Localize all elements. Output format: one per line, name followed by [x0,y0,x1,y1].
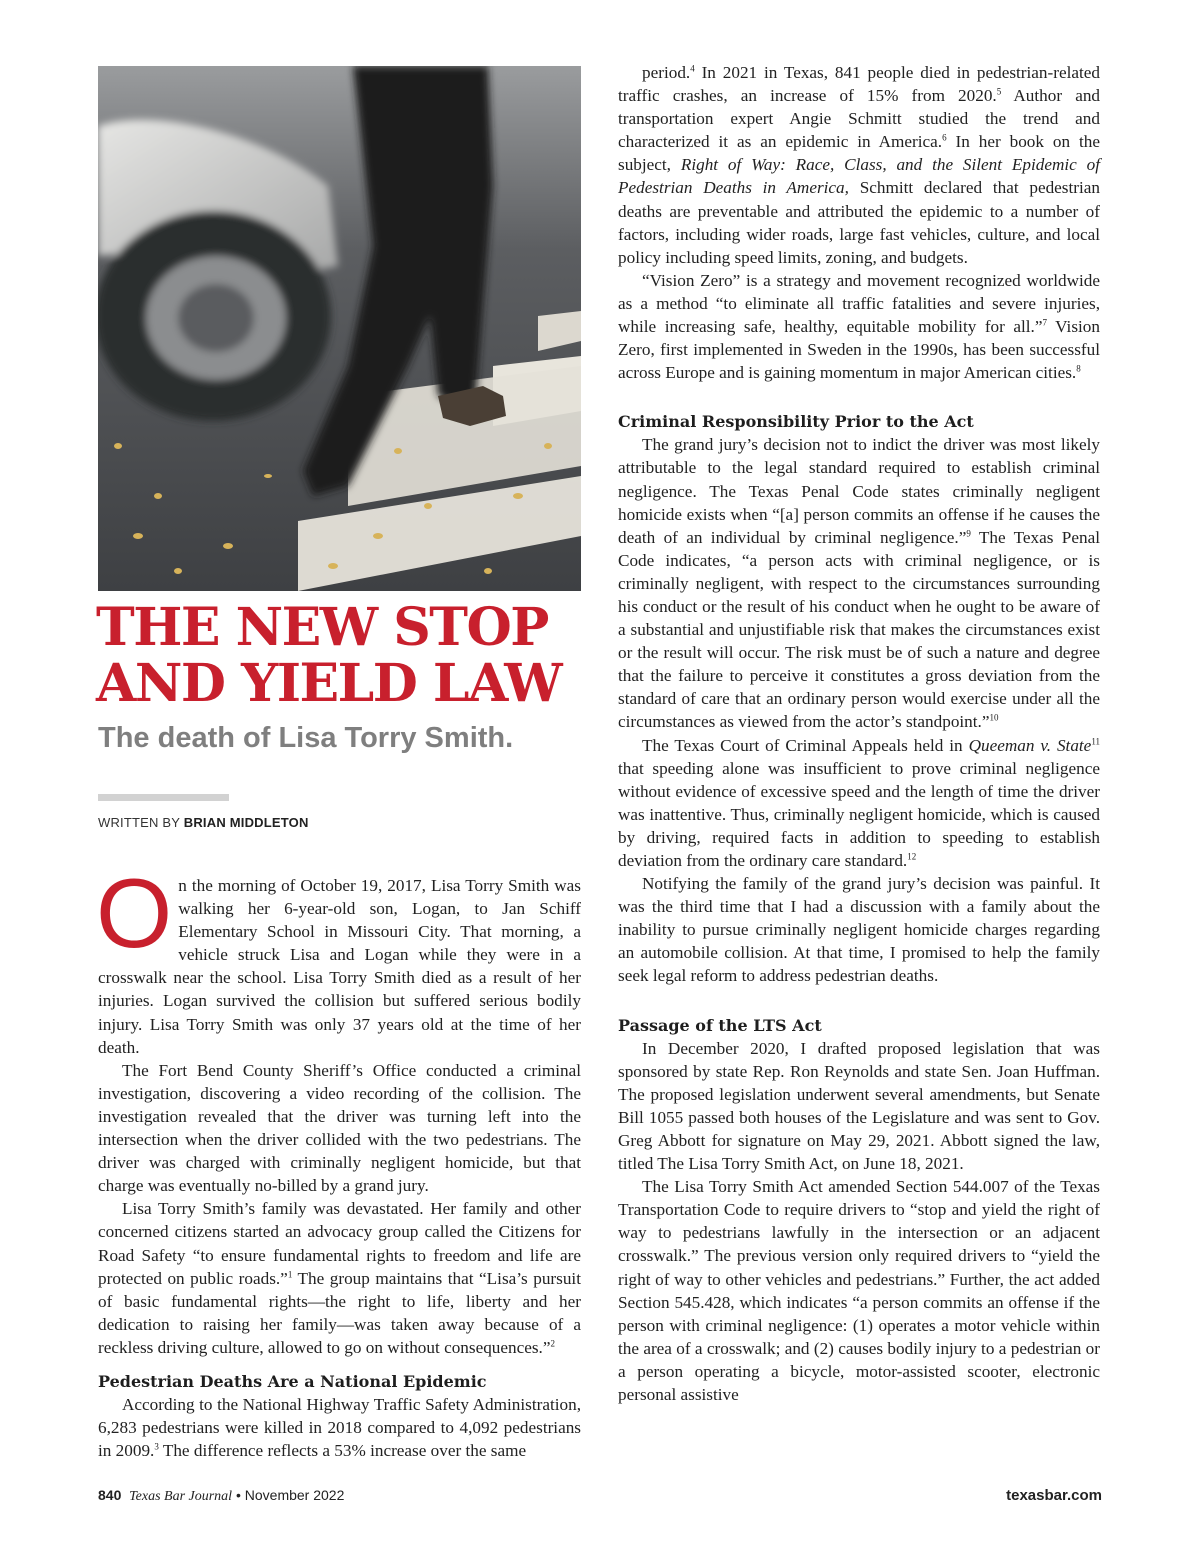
footnote-ref: 2 [550,1338,555,1349]
footnote-ref: 4 [690,63,695,74]
website-link[interactable]: texasbar.com [1006,1487,1102,1504]
paragraph-text: The group maintains that “Lisa’s pursuit of basic fundamental rights—the right to life, liberty and her dedication to raising her family—was taken away because of a reckless driving culture, allowed to go on without consequences.” [98,1268,581,1357]
footer-left [98,1487,344,1505]
paragraph-text: Lisa Torry Smith’s family was devastated. Her family and other concerned citizens started an advocacy group called the Citizens for Road Safety “to ensure fundamental rights to freedom and life are protected on public roads.” [98,1199,581,1288]
journal-name: Texas Bar Journal [129,1489,233,1504]
section-heading: Passage of the LTS Act [618,1015,822,1035]
divider-rule [98,794,229,801]
paragraph [618,61,1100,269]
paragraph [96,858,581,1059]
footnote-ref: 11 [1091,735,1100,746]
byline [98,815,309,830]
paragraph-text: n the morning of October 19, 2017, Lisa Torry Smith was walking her 6-year-old son, Logan, to Jan Schiff Elementary School in Missouri City. That morning, a vehicle struck Lisa and Logan while they were in a crosswalk near the school. Lisa Torry Smith died as a result of her injuries. Logan survived the collision but suffered serious bodily injury. Lisa Torry Smith was only 37 years old at the time of her death. [98,876,581,1057]
paragraph: The Fort Bend County Sheriff’s Office conducted a criminal investigation, discovering a video recording of the collision. The investigation revealed that the driver was turning left into the intersection when the driver collided with the two pedestrians. The driver was charged with criminally negligent homicide, but that charge was eventually no-billed by a grand jury. [98,1060,581,1196]
paragraph-text: In 2021 in Texas, 841 people died in pedestrian-related traffic crashes, an increase of 15% from 2020. [618,63,1100,106]
paragraph-text: The difference reflects a 53% increase over the same [158,1441,527,1461]
footer-separator: • [235,1487,241,1503]
title-line-2: AND YIELD LAW [96,653,562,714]
article-photo [98,66,581,591]
byline-prefix: WRITTEN BY [98,815,180,830]
page-footer [98,1487,1102,1507]
page-number: 840 [98,1487,122,1503]
paragraph-text: According to the National Highway Traffic Safety Administration, 6,283 pedestrians were killed in 2018 compared to 4,092 pedestrians in 2009. [98,1394,581,1461]
paragraph-text: that speeding alone was insufficient to prove criminal negligence without evidence of excessive speed and the length of time the driver was inattentive. Thus, criminally negligent homicide, which is caused by driving, required facts in addition to speeding to establish deviation from the ordinary care standard. [618,758,1100,870]
footnote-ref: 5 [996,86,1002,97]
article-title [96,597,596,714]
paragraph [98,1197,581,1359]
paragraph: Notifying the family of the grand jury’s decision was painful. It was the third time that I had a discussion with a family about the inability to pursue criminally negligent homicide charges regarding an automobile collision. At that time, I promised to help the family seek legal reform to address pedestrian deaths. [618,874,1100,986]
footnote-ref: 10 [989,712,999,723]
footnote-ref: 1 [287,1268,293,1279]
paragraph: The Lisa Torry Smith Act amended Section 544.007 of the Texas Transportation Code to require drivers to “stop and yield the right of way to pedestrians lawfully in the intersection or an adjacent crosswalk.” The previous version only required drivers to “yield the right of way to other vehicles and pedestrians.” Further, the act added Section 545.428, which indicates “a person commits an offense if the person with criminal negligence: (1) operates a motor vehicle within the area of a crosswalk; and (2) causes bodily injury to a pedestrian or a person operating a bicycle, motor-assisted scooter, electronic personal assistive [618,1177,1100,1404]
section-heading: Pedestrian Deaths Are a National Epidemic [98,1371,487,1391]
footnote-ref: 8 [1076,363,1081,374]
title-line-1: THE NEW STOP [96,597,548,658]
paragraph: In December 2020, I drafted proposed legislation that was sponsored by state Rep. Ron Reynolds and state Sen. Joan Huffman. The proposed legislation underwent several amendments, but Senate Bill 1055 passed both houses of the Legislature and was sent to Gov. Greg Abbott for signature on May 29, 2021. Abbott signed the law, titled The Lisa Torry Smith Act, on June 18, 2021. [618,1038,1100,1174]
issue-date: November 2022 [244,1487,345,1503]
paragraph [618,269,1100,384]
paragraph-text: period. [642,63,691,82]
article-subtitle: The death of Lisa Torry Smith. [98,722,514,754]
paragraph-text: Vision Zero, first implemented in Sweden in the 1990s, has been successful across Europe and is gaining momentum in major American cities. [618,317,1100,383]
footnote-ref: 7 [1042,317,1047,328]
footnote-ref: 3 [154,1441,159,1452]
paragraph-text: The grand jury’s decision not to indict the driver was most likely attributable to the legal standard required to establish criminal negligence. The Texas Penal Code states criminally negligent homicide exists when “[a] person commits an offense if he causes the death of an individual by criminal negligence.” [618,435,1100,547]
paragraph-text: The Texas Court of Criminal Appeals held in [642,735,969,755]
section-heading: Criminal Responsibility Prior to the Act [618,412,974,432]
footnote-ref: 6 [942,132,947,143]
right-column [618,61,1100,1406]
drop-cap: O [96,858,173,968]
footnote-ref: 12 [907,851,917,862]
author-name: BRIAN MIDDLETON [183,815,309,830]
paragraph-text: Schmitt declared that pedestrian deaths are preventable and attributed the epidemic to a number of factors, including wider roads, large fast vehicles, culture, and local policy including speed limits, zoning, and budgets. [618,178,1100,267]
book-title: Right of Way: Race, Class, and the Silent Epidemic of Pedestrian Deaths in America, [618,155,1101,198]
paragraph-text: The Texas Penal Code indicates, “a person acts with criminal negligence, or is criminally negligent, with respect to the circumstances surrounding his conduct or the result of his conduct when he ought to be aware of a substantial and unjustifiable risk that makes the circumstances exist or the result will occur. The risk must be of such a nature and degree that the failure to perceive it constitutes a gross deviation from the standard of care that an ordinary person would exercise under all the circumstances as viewed from the actor’s standpoint.” [618,527,1100,732]
paragraph-text: Author and transportation expert Angie Schmitt studied the trend and characterized it as an epidemic in America. [618,86,1101,152]
paragraph-text: “Vision Zero” is a strategy and movement recognized worldwide as a method “to eliminate all traffic fatalities and severe injuries, while increasing safe, healthy, equitable mobility for all.” [618,270,1100,337]
paragraph [618,433,1100,733]
left-column [96,858,581,1462]
paragraph [618,734,1100,873]
paragraph [98,1393,581,1462]
case-name: Queeman v. State [968,735,1092,755]
footnote-ref: 9 [966,527,971,538]
paragraph-text: In her book on the subject, [618,132,1100,175]
